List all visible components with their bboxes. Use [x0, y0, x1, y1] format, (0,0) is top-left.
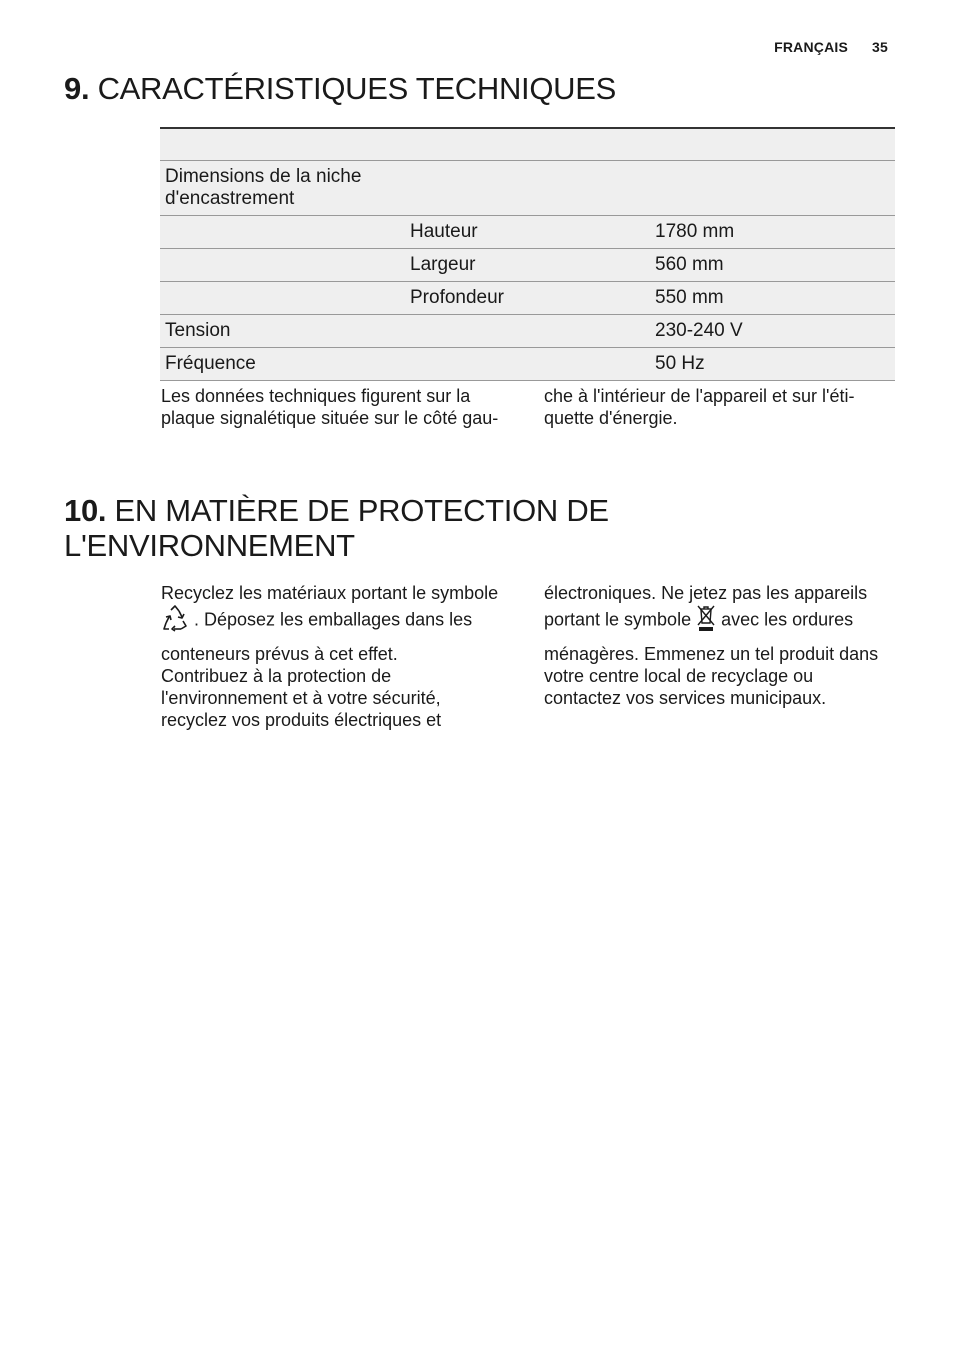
- spec-note-left: Les données techniques figurent sur la plaque signalétique située sur le côté gau-: [161, 386, 499, 428]
- section-9-number: 9.: [64, 71, 90, 106]
- table-header-row: [160, 128, 895, 161]
- table-cell: [160, 249, 405, 282]
- language-label: FRANÇAIS: [774, 39, 849, 55]
- table-cell: [405, 315, 650, 348]
- page-header: [774, 39, 888, 55]
- table-row: [160, 315, 895, 348]
- table-row: [160, 249, 895, 282]
- table-row: [160, 348, 895, 381]
- table-cell: 550 mm: [650, 282, 895, 315]
- crossed-bin-icon: [696, 604, 716, 637]
- table-cell: [160, 216, 405, 249]
- table-cell: 230-240 V: [650, 315, 895, 348]
- table-cell: 50 Hz: [650, 348, 895, 381]
- table-row: [160, 216, 895, 249]
- table-row: [160, 282, 895, 315]
- technical-specs-table: [160, 127, 895, 381]
- table-cell: 560 mm: [650, 249, 895, 282]
- environment-text-right: électroniques. Ne jetez pas les appareils portant le symbole avec les ordures ménagères. Emmenez un tel produit dans votre centre local de recyclage ou contactez vos services municipaux.: [544, 583, 879, 708]
- section-10-title: 10. EN MATIÈRE DE PROTECTION DE L'ENVIRONNEMENT: [64, 493, 609, 563]
- dimensions-label: Dimensions de la niche d'encastrement: [160, 161, 895, 216]
- spec-note-right: che à l'intérieur de l'appareil et sur l'éti- quette d'énergie.: [544, 386, 855, 428]
- environment-text-left: Recyclez les matériaux portant le symbole . Déposez les emballages dans les conteneurs prévus à cet effet. Contribuez à la protection de l'environnement et à votre sécurité, recyclez vos produits électriques et: [161, 583, 499, 730]
- page-number: 35: [872, 39, 888, 55]
- table-cell: Largeur: [405, 249, 650, 282]
- section-9-title-text: CARACTÉRISTIQUES TECHNIQUES: [97, 71, 616, 106]
- table-cell: Profondeur: [405, 282, 650, 315]
- table-cell: [405, 348, 650, 381]
- table-row: [160, 161, 895, 216]
- recycle-icon: [161, 604, 189, 637]
- section-9-title: [64, 71, 616, 106]
- table-cell: Tension: [160, 315, 405, 348]
- table-cell: [160, 282, 405, 315]
- section-10-number: 10.: [64, 493, 107, 528]
- table-cell: 1780 mm: [650, 216, 895, 249]
- table-cell: Hauteur: [405, 216, 650, 249]
- table-cell: Fréquence: [160, 348, 405, 381]
